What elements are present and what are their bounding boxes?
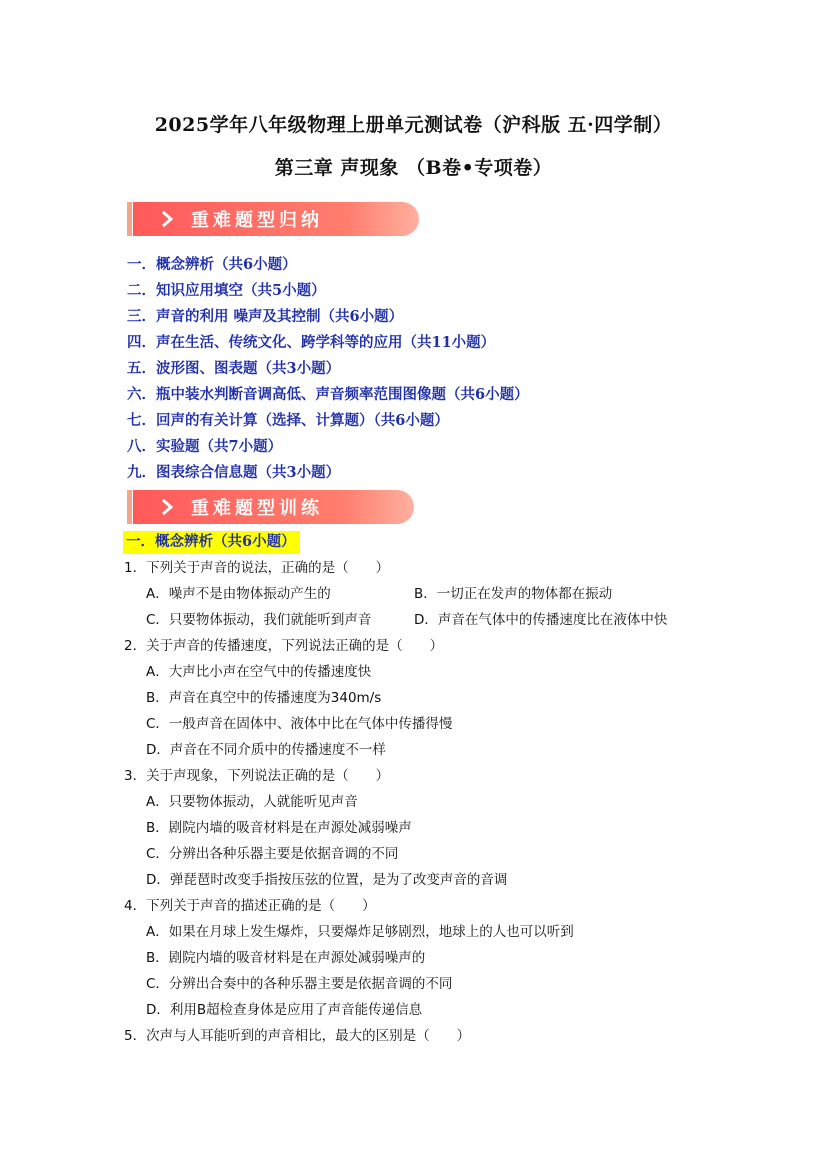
toc-item[interactable]: 九．图表综合信息题（共3小题） (127, 464, 341, 481)
option[interactable]: D．声音在不同介质中的传播速度不一样 (146, 742, 386, 758)
toc-item[interactable]: 六．瓶中装水判断音调高低、声音频率范围图像题（共6小题） (127, 386, 529, 403)
toc-item[interactable]: 二．知识应用填空（共5小题） (127, 282, 326, 299)
option[interactable]: C．一般声音在固体中、液体中比在气体中传播得慢 (146, 716, 453, 732)
toc-list (127, 254, 529, 488)
question-list (124, 557, 724, 1051)
section-heading: 一．概念辨析（共6小题） (123, 531, 300, 554)
question-stem: 1．下列关于声音的说法，正确的是（ ） (124, 560, 390, 576)
question-stem: 4．下列关于声音的描述正确的是（ ） (124, 898, 376, 914)
banner-summary-label: 重难题型归纳 (191, 210, 323, 231)
option-row (124, 583, 724, 609)
option[interactable]: A．噪声不是由物体振动产生的 (146, 586, 331, 602)
question-stem: 5．次声与人耳能听到的声音相比，最大的区别是（ ） (124, 1028, 471, 1044)
option[interactable]: C．分辨出各种乐器主要是依据音调的不同 (146, 846, 399, 862)
option[interactable]: D．利用B超检查身体是应用了声音能传递信息 (146, 1002, 423, 1018)
option[interactable]: B．剧院内墙的吸音材料是在声源处减弱噪声的 (146, 950, 426, 966)
toc-item[interactable]: 八．实验题（共7小题） (127, 438, 283, 455)
page-title: 2025学年八年级物理上册单元测试卷（沪科版 五·四学制） (154, 114, 673, 136)
option[interactable]: D．弹琵琶时改变手指按压弦的位置，是为了改变声音的音调 (146, 872, 508, 888)
toc-item[interactable]: 七．回声的有关计算（选择、计算题）（共6小题） (127, 412, 449, 429)
option-row (124, 609, 724, 635)
question-stem: 3．关于声现象，下列说法正确的是（ ） (124, 768, 390, 784)
banner-training (127, 490, 419, 524)
toc-item[interactable]: 五．波形图、图表题（共3小题） (127, 360, 341, 377)
option[interactable]: B．剧院内墙的吸音材料是在声源处减弱噪声 (146, 820, 412, 836)
banner-training-label: 重难题型训练 (191, 498, 323, 519)
toc-item[interactable]: 一．概念辨析（共6小题） (127, 256, 297, 273)
option[interactable]: A．如果在月球上发生爆炸，只要爆炸足够剧烈，地球上的人也可以听到 (146, 924, 574, 940)
option[interactable]: D．声音在气体中的传播速度比在液体中快 (414, 612, 668, 628)
option[interactable]: A．大声比小声在空气中的传播速度快 (146, 664, 372, 680)
option[interactable]: C．分辨出合奏中的各种乐器主要是依据音调的不同 (146, 976, 453, 992)
question-stem: 2．关于声音的传播速度，下列说法正确的是（ ） (124, 638, 444, 654)
toc-item[interactable]: 四．声在生活、传统文化、跨学科等的应用（共11小题） (127, 334, 496, 351)
option[interactable]: B．一切正在发声的物体都在振动 (414, 586, 613, 602)
option[interactable]: A．只要物体振动，人就能听见声音 (146, 794, 358, 810)
page-subtitle: 第三章 声现象 （B卷•专项卷） (274, 157, 553, 179)
toc-item[interactable]: 三．声音的利用 噪声及其控制（共6小题） (127, 308, 404, 325)
banner-summary (127, 202, 419, 236)
option[interactable]: B．声音在真空中的传播速度为340m/s (146, 690, 382, 706)
option[interactable]: C．只要物体振动，我们就能听到声音 (146, 612, 372, 628)
